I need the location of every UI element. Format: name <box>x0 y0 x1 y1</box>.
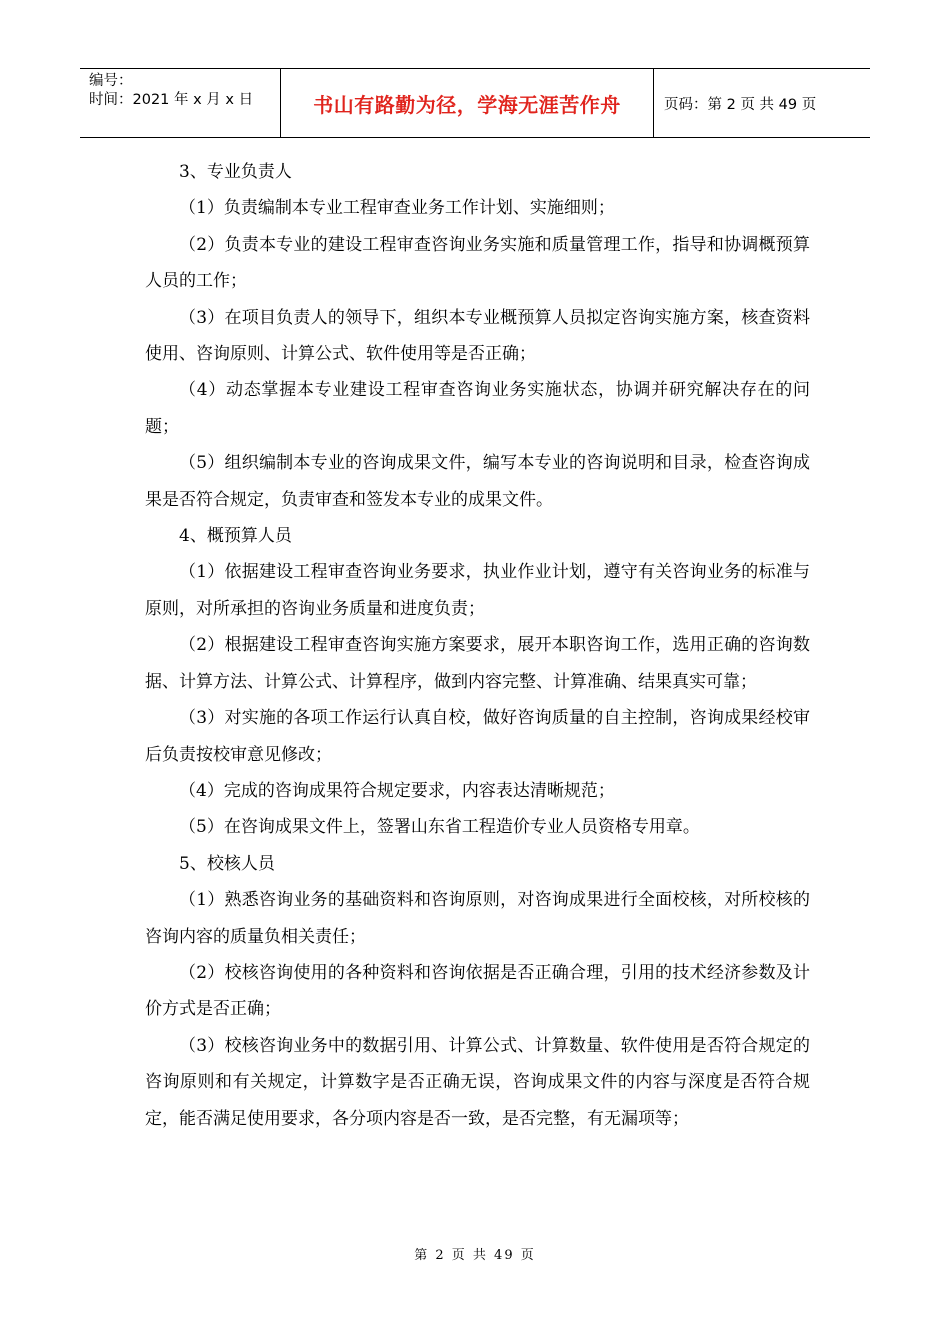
document-body <box>145 154 810 1137</box>
document-number-label: 编号： <box>89 73 133 89</box>
page-header <box>80 68 870 138</box>
section-heading: 5、校核人员 <box>179 853 275 874</box>
page-footer <box>0 1244 950 1263</box>
header-meta-cell <box>80 69 281 137</box>
header-page-cell <box>654 69 870 137</box>
header-motto: 书山有路勤为径，学海无涯苦作舟 <box>313 92 621 117</box>
paragraph: （3）校核咨询业务中的数据引用、计算公式、计算数量、软件使用是否符合规定的咨询原则和有关规定，计算数字是否正确无误，咨询成果文件的内容与深度是否符合规定，能否满足使用要求，各分项内容是否一致，是否完整，有无漏项等； <box>145 1035 810 1129</box>
section-heading: 4、概预算人员 <box>179 526 292 547</box>
paragraph: （5）组织编制本专业的咨询成果文件，编写本专业的咨询说明和目录，检查咨询成果是否符合规定，负责审查和签发本专业的成果文件。 <box>145 453 810 510</box>
paragraph: （1）熟悉咨询业务的基础资料和咨询原则，对咨询成果进行全面校核，对所校核的咨询内容的质量负相关责任； <box>145 890 810 947</box>
section-heading: 3、专业负责人 <box>179 162 292 182</box>
paragraph: （5）在咨询成果文件上，签署山东省工程造价专业人员资格专用章。 <box>179 817 700 838</box>
document-date-label: 时间：2021 年 x 月 x 日 <box>89 92 254 108</box>
paragraph: （3）对实施的各项工作运行认真自校，做好咨询质量的自主控制，咨询成果经校审后负责按校审意见修改； <box>145 708 810 765</box>
paragraph: （1）依据建设工程审查咨询业务要求，执业作业计划，遵守有关咨询业务的标准与原则，对所承担的咨询业务质量和进度负责； <box>145 562 810 619</box>
paragraph: （2）负责本专业的建设工程审查咨询业务实施和质量管理工作，指导和协调概预算人员的工作； <box>145 234 810 292</box>
paragraph: （3）在项目负责人的领导下，组织本专业概预算人员拟定咨询实施方案，核查资料使用、咨询原则、计算公式、软件使用等是否正确； <box>145 307 810 365</box>
header-page-info: 页码：第 2 页 共 49 页 <box>664 96 817 113</box>
header-motto-cell <box>281 69 654 137</box>
paragraph: （4）动态掌握本专业建设工程审查咨询业务实施状态，协调并研究解决存在的问题； <box>145 380 810 437</box>
paragraph: （4）完成的咨询成果符合规定要求，内容表达清晰规范； <box>179 780 615 801</box>
paragraph: （2）根据建设工程审查咨询实施方案要求，展开本职咨询工作，选用正确的咨询数据、计算方法、计算公式、计算程序，做到内容完整、计算准确、结果真实可靠； <box>145 635 810 692</box>
footer-page-number: 第 2 页 共 49 页 <box>414 1248 536 1263</box>
paragraph: （1）负责编制本专业工程审查业务工作计划、实施细则； <box>179 198 615 219</box>
paragraph: （2）校核咨询使用的各种资料和咨询依据是否正确合理，引用的技术经济参数及计价方式是否正确； <box>145 962 810 1020</box>
